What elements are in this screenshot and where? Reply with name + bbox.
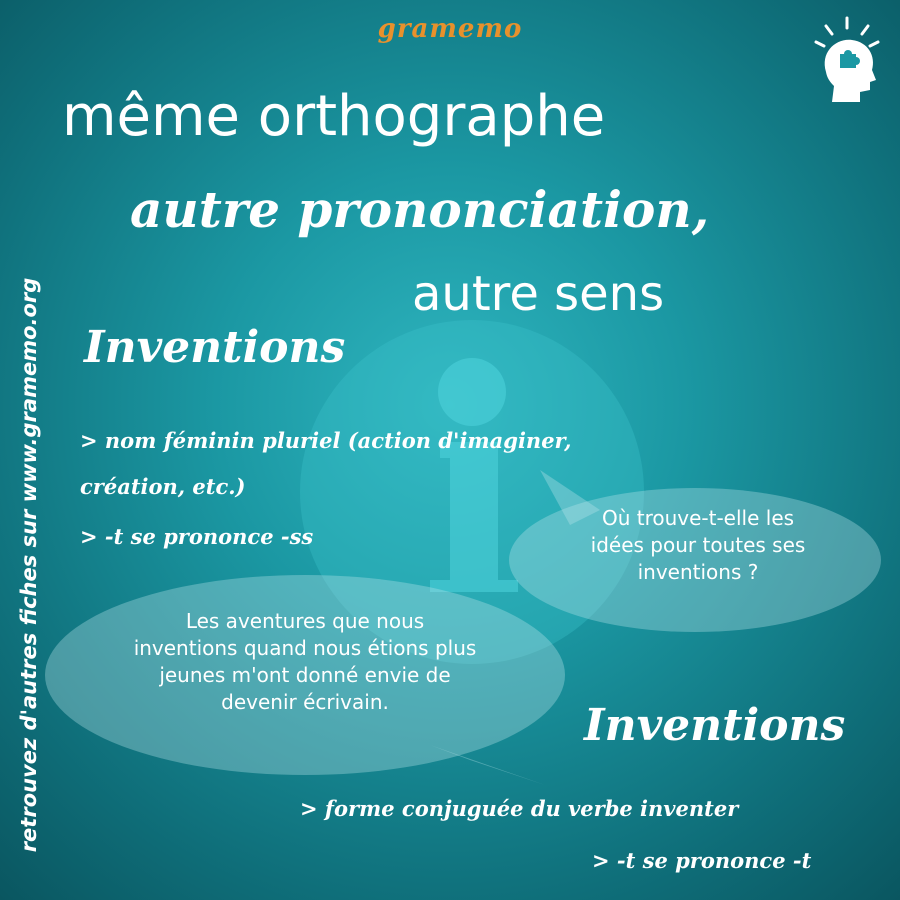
entry1-word: Inventions — [84, 322, 346, 373]
head-puzzle-icon — [812, 16, 882, 106]
entry1-definition-line-1: > nom féminin pluriel (action d'imaginer, — [80, 428, 572, 453]
side-website-text: retrouvez d'autres fiches sur www.gramemo.org — [17, 277, 41, 853]
title-line-3: autre sens — [412, 266, 665, 322]
entry1-pronunciation: > -t se prononce -ss — [80, 524, 314, 549]
entry2-definition: > forme conjuguée du verbe inventer — [300, 796, 739, 821]
entry2-pronunciation: > -t se prononce -t — [592, 848, 812, 873]
title-line-2: autre prononciation, — [130, 180, 710, 239]
title-line-1: même orthographe — [62, 84, 606, 149]
entry2-word: Inventions — [584, 700, 846, 751]
bubble-right-text: Où trouve-t-elle les idées pour toutes ses inventions ? — [590, 506, 806, 584]
entry1-definition-line-2: création, etc.) — [80, 474, 246, 499]
brand-logo: gramemo — [377, 14, 523, 44]
entry1-definition — [80, 418, 780, 510]
bubble-left-text: Les aventures que nous inventions quand nous étions plus jeunes m'ont donné envie de devenir écrivain. — [133, 609, 477, 714]
